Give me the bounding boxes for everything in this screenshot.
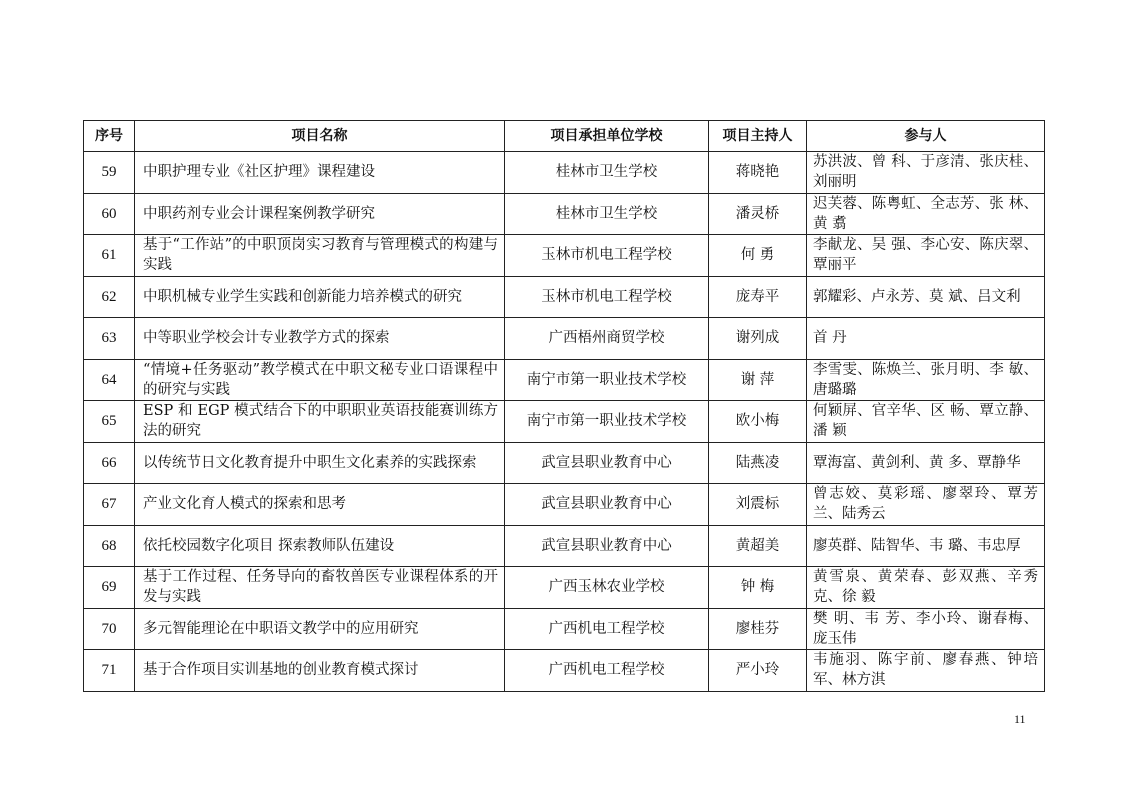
table-row <box>84 608 1045 650</box>
row-host: 何 勇 <box>709 235 807 277</box>
row-host: 钟 梅 <box>709 567 807 609</box>
row-project-name: 多元智能理论在中职语文教学中的应用研究 <box>135 608 505 650</box>
row-school: 广西机电工程学校 <box>505 650 709 692</box>
row-serial: 68 <box>84 525 135 567</box>
row-participants: 李献龙、吴 强、李心安、陈庆翠、覃丽平 <box>807 235 1045 277</box>
row-participants: 苏洪波、曾 科、于彦清、张庆桂、刘丽明 <box>807 152 1045 194</box>
row-host: 谢 萍 <box>709 359 807 401</box>
row-serial: 69 <box>84 567 135 609</box>
row-serial: 64 <box>84 359 135 401</box>
row-participants: 首 丹 <box>807 318 1045 360</box>
row-school: 广西梧州商贸学校 <box>505 318 709 360</box>
row-serial: 71 <box>84 650 135 692</box>
header-serial: 序号 <box>84 121 135 152</box>
row-school: 南宁市第一职业技术学校 <box>505 359 709 401</box>
row-school: 武宣县职业教育中心 <box>505 484 709 526</box>
row-project-name: 中职药剂专业会计课程案例教学研究 <box>135 193 505 235</box>
table-row <box>84 484 1045 526</box>
table-body <box>84 152 1045 692</box>
table-header-row <box>84 121 1045 152</box>
row-project-name: ESP 和 EGP 模式结合下的中职职业英语技能赛训练方法的研究 <box>135 401 505 443</box>
header-host: 项目主持人 <box>709 121 807 152</box>
page-number: 11 <box>1014 712 1026 726</box>
table-row <box>84 567 1045 609</box>
row-project-name: 基于合作项目实训基地的创业教育模式探讨 <box>135 650 505 692</box>
row-school: 南宁市第一职业技术学校 <box>505 401 709 443</box>
header-project-name: 项目名称 <box>135 121 505 152</box>
row-serial: 67 <box>84 484 135 526</box>
row-school: 玉林市机电工程学校 <box>505 235 709 277</box>
row-school: 武宣县职业教育中心 <box>505 525 709 567</box>
row-participants: 韦施羽、陈宇前、廖春燕、钟培军、林方淇 <box>807 650 1045 692</box>
row-participants: 迟芙蓉、陈粤虹、全志芳、张 林、黄 翥 <box>807 193 1045 235</box>
row-serial: 62 <box>84 276 135 318</box>
row-host: 黄超美 <box>709 525 807 567</box>
row-participants: 何颖屏、官辛华、区 畅、覃立静、潘 颖 <box>807 401 1045 443</box>
table-row <box>84 359 1045 401</box>
table-row <box>84 152 1045 194</box>
row-project-name: 中职机械专业学生实践和创新能力培养模式的研究 <box>135 276 505 318</box>
row-participants: 曾志姣、莫彩瑶、廖翠玲、覃芳兰、陆秀云 <box>807 484 1045 526</box>
project-table <box>83 120 1045 692</box>
row-project-name: 基于工作过程、任务导向的畜牧兽医专业课程体系的开发与实践 <box>135 567 505 609</box>
row-serial: 61 <box>84 235 135 277</box>
row-serial: 60 <box>84 193 135 235</box>
row-school: 广西玉林农业学校 <box>505 567 709 609</box>
header-school: 项目承担单位学校 <box>505 121 709 152</box>
row-serial: 70 <box>84 608 135 650</box>
row-school: 广西机电工程学校 <box>505 608 709 650</box>
row-serial: 59 <box>84 152 135 194</box>
row-project-name: 中等职业学校会计专业教学方式的探索 <box>135 318 505 360</box>
row-school: 桂林市卫生学校 <box>505 152 709 194</box>
table-row <box>84 193 1045 235</box>
table-row <box>84 276 1045 318</box>
table-row <box>84 235 1045 277</box>
row-host: 谢列成 <box>709 318 807 360</box>
row-project-name: 产业文化育人模式的探索和思考 <box>135 484 505 526</box>
row-school: 武宣县职业教育中心 <box>505 442 709 484</box>
row-serial: 65 <box>84 401 135 443</box>
row-participants: 廖英群、陆智华、韦 璐、韦忠厚 <box>807 525 1045 567</box>
row-host: 刘震标 <box>709 484 807 526</box>
row-project-name: 基于“工作站”的中职顶岗实习教育与管理模式的构建与实践 <box>135 235 505 277</box>
project-table-container <box>83 120 1044 692</box>
row-school: 桂林市卫生学校 <box>505 193 709 235</box>
table-row <box>84 650 1045 692</box>
row-participants: 覃海富、黄剑利、黄 多、覃静华 <box>807 442 1045 484</box>
row-host: 严小玲 <box>709 650 807 692</box>
row-project-name: 中职护理专业《社区护理》课程建设 <box>135 152 505 194</box>
row-host: 蒋晓艳 <box>709 152 807 194</box>
row-participants: 李雪雯、陈焕兰、张月明、李 敏、唐璐璐 <box>807 359 1045 401</box>
row-project-name: 以传统节日文化教育提升中职生文化素养的实践探索 <box>135 442 505 484</box>
table-row <box>84 525 1045 567</box>
row-host: 庞寿平 <box>709 276 807 318</box>
table-row <box>84 442 1045 484</box>
row-participants: 黄雪泉、黄荣春、彭双燕、辛秀克、徐 毅 <box>807 567 1045 609</box>
header-participants: 参与人 <box>807 121 1045 152</box>
row-project-name: 依托校园数字化项目 探索教师队伍建设 <box>135 525 505 567</box>
row-serial: 66 <box>84 442 135 484</box>
row-host: 欧小梅 <box>709 401 807 443</box>
row-serial: 63 <box>84 318 135 360</box>
row-participants: 郭耀彩、卢永芳、莫 斌、吕文利 <box>807 276 1045 318</box>
row-host: 廖桂芬 <box>709 608 807 650</box>
row-participants: 樊 明、韦 芳、李小玲、谢春梅、庞玉伟 <box>807 608 1045 650</box>
table-row <box>84 401 1045 443</box>
row-host: 潘灵桥 <box>709 193 807 235</box>
row-host: 陆燕凌 <box>709 442 807 484</box>
table-row <box>84 318 1045 360</box>
row-project-name: “情境+任务驱动”教学模式在中职文秘专业口语课程中的研究与实践 <box>135 359 505 401</box>
row-school: 玉林市机电工程学校 <box>505 276 709 318</box>
